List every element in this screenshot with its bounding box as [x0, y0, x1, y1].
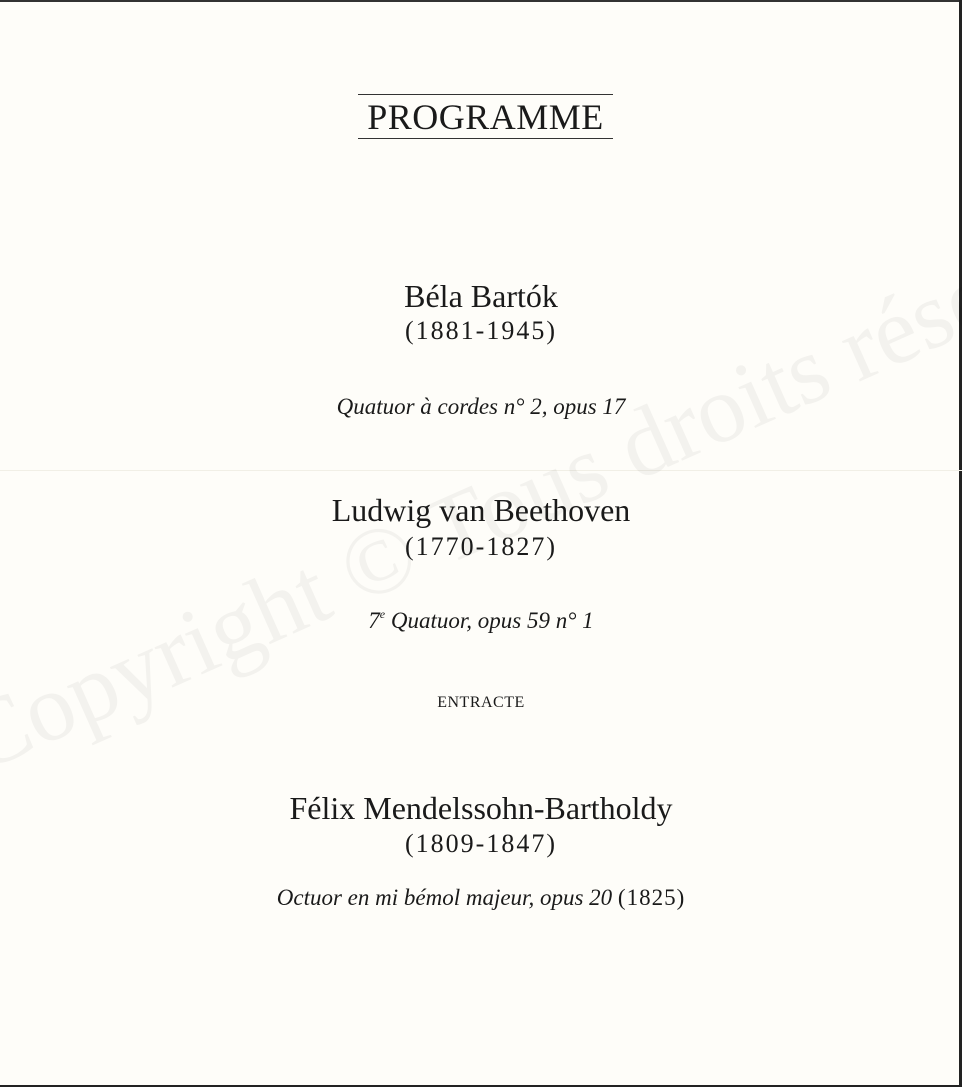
- work-title: Quatuor à cordes n° 2, opus 17: [336, 394, 626, 419]
- work-title-text: Quatuor, opus 59 n° 1: [385, 608, 594, 633]
- page-fold-line: [0, 470, 962, 471]
- intermission-label: ENTRACTE: [437, 694, 525, 711]
- composer-name: Ludwig van Beethoven: [331, 492, 631, 528]
- composer-name: Béla Bartók: [404, 278, 558, 314]
- composer-dates: (1809-1847): [405, 829, 557, 858]
- composer-dates: (1770-1827): [405, 532, 557, 561]
- composer-name: Félix Mendelssohn-Bartholdy: [289, 790, 673, 826]
- work-title: [0, 600, 962, 635]
- work-number-superscript: e: [379, 607, 386, 621]
- page-top-edge: [0, 0, 962, 2]
- work-title: [0, 884, 962, 912]
- composer-dates: (1881-1945): [405, 316, 557, 345]
- work-year: (1825): [617, 885, 686, 910]
- work-title-text: Octuor en mi bémol majeur, opus 20: [276, 885, 613, 910]
- work-number: 7: [368, 608, 380, 633]
- page-title: PROGRAMME: [358, 94, 613, 139]
